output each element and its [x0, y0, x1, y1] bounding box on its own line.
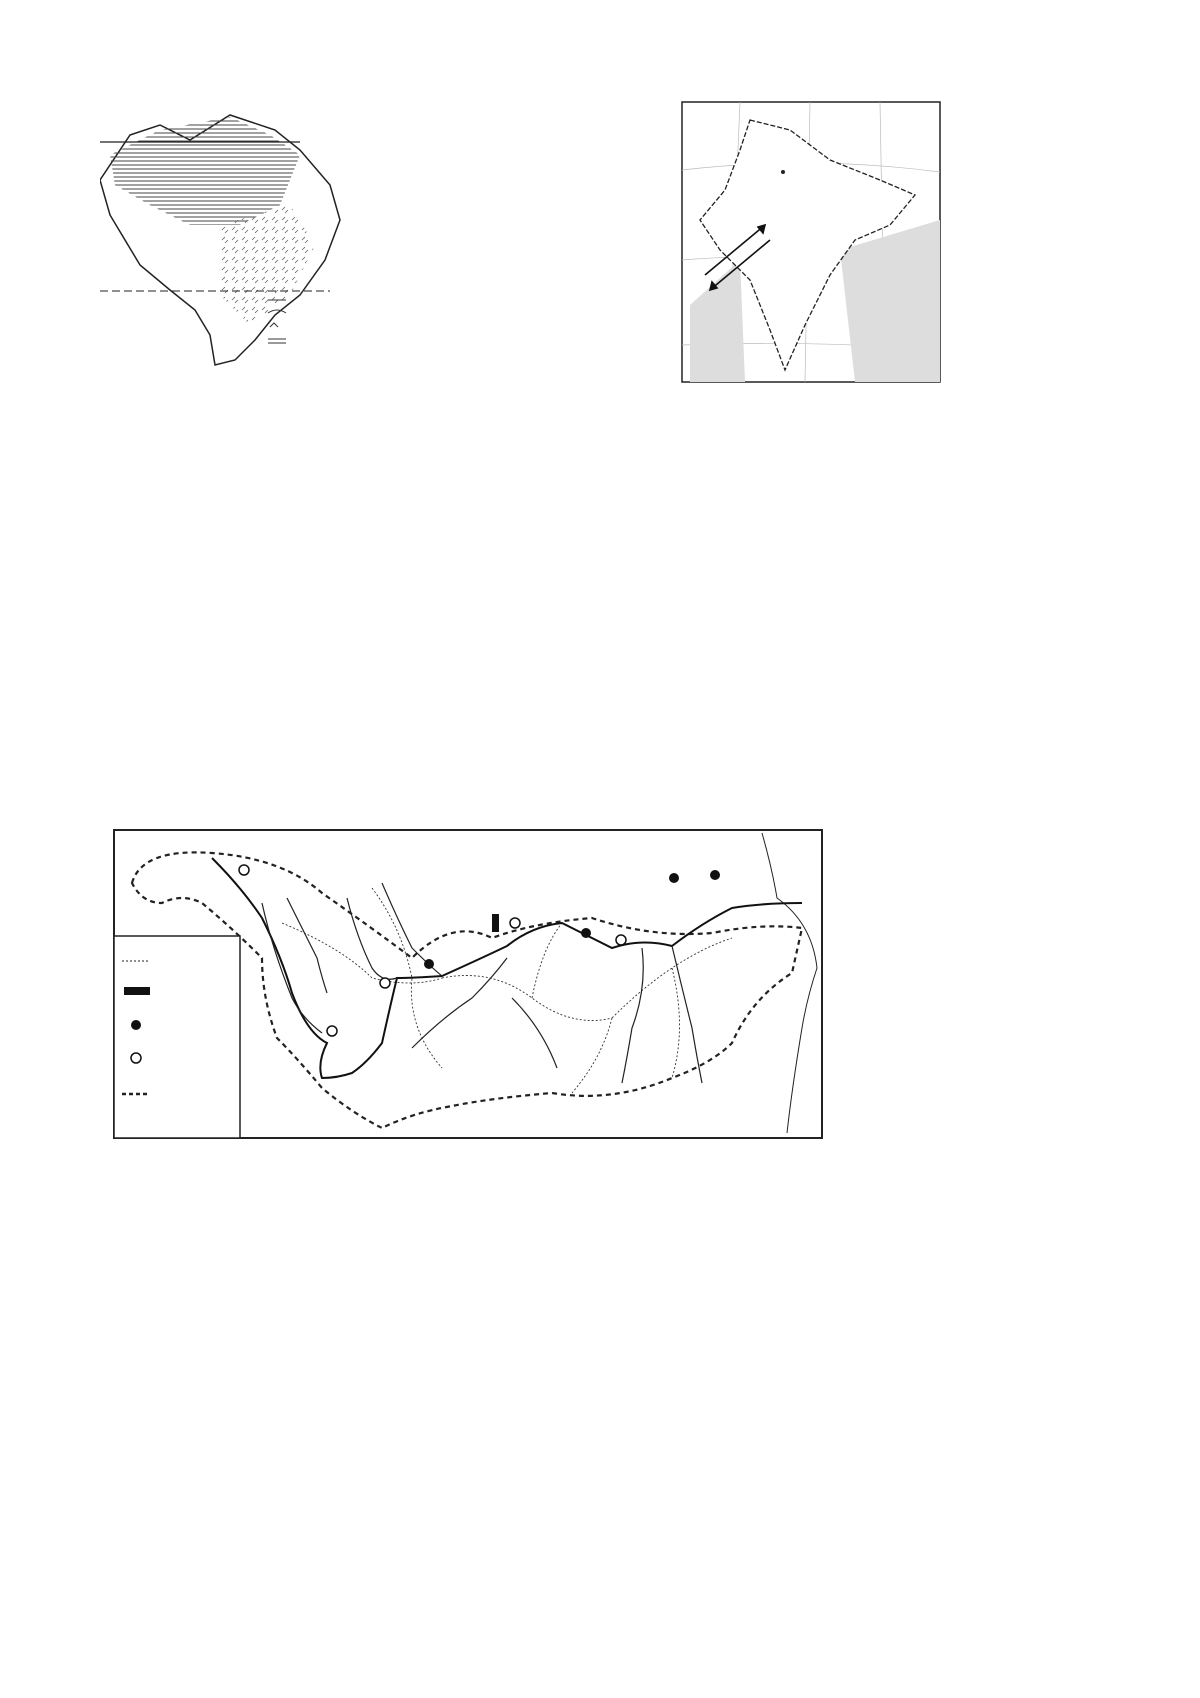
dam-marker: [492, 914, 499, 932]
figure-1-brazil-map: [100, 95, 400, 405]
city-yushu: [239, 865, 249, 875]
map-legend: [114, 936, 240, 1138]
yangtze-basin-map: [112, 828, 824, 1140]
city-hukou: [616, 935, 626, 945]
figure-2-climate-chart: [405, 148, 645, 408]
figure-3-india-map: [680, 100, 942, 405]
admin-center-wuhan: [581, 928, 591, 938]
admin-center-nanjing: [669, 873, 679, 883]
admin-center-shanghai: [710, 870, 720, 880]
city-yichang: [510, 918, 520, 928]
admin-center-chongqing: [424, 959, 434, 969]
city-panzhihua: [327, 1026, 337, 1036]
city-yibin: [380, 978, 390, 988]
